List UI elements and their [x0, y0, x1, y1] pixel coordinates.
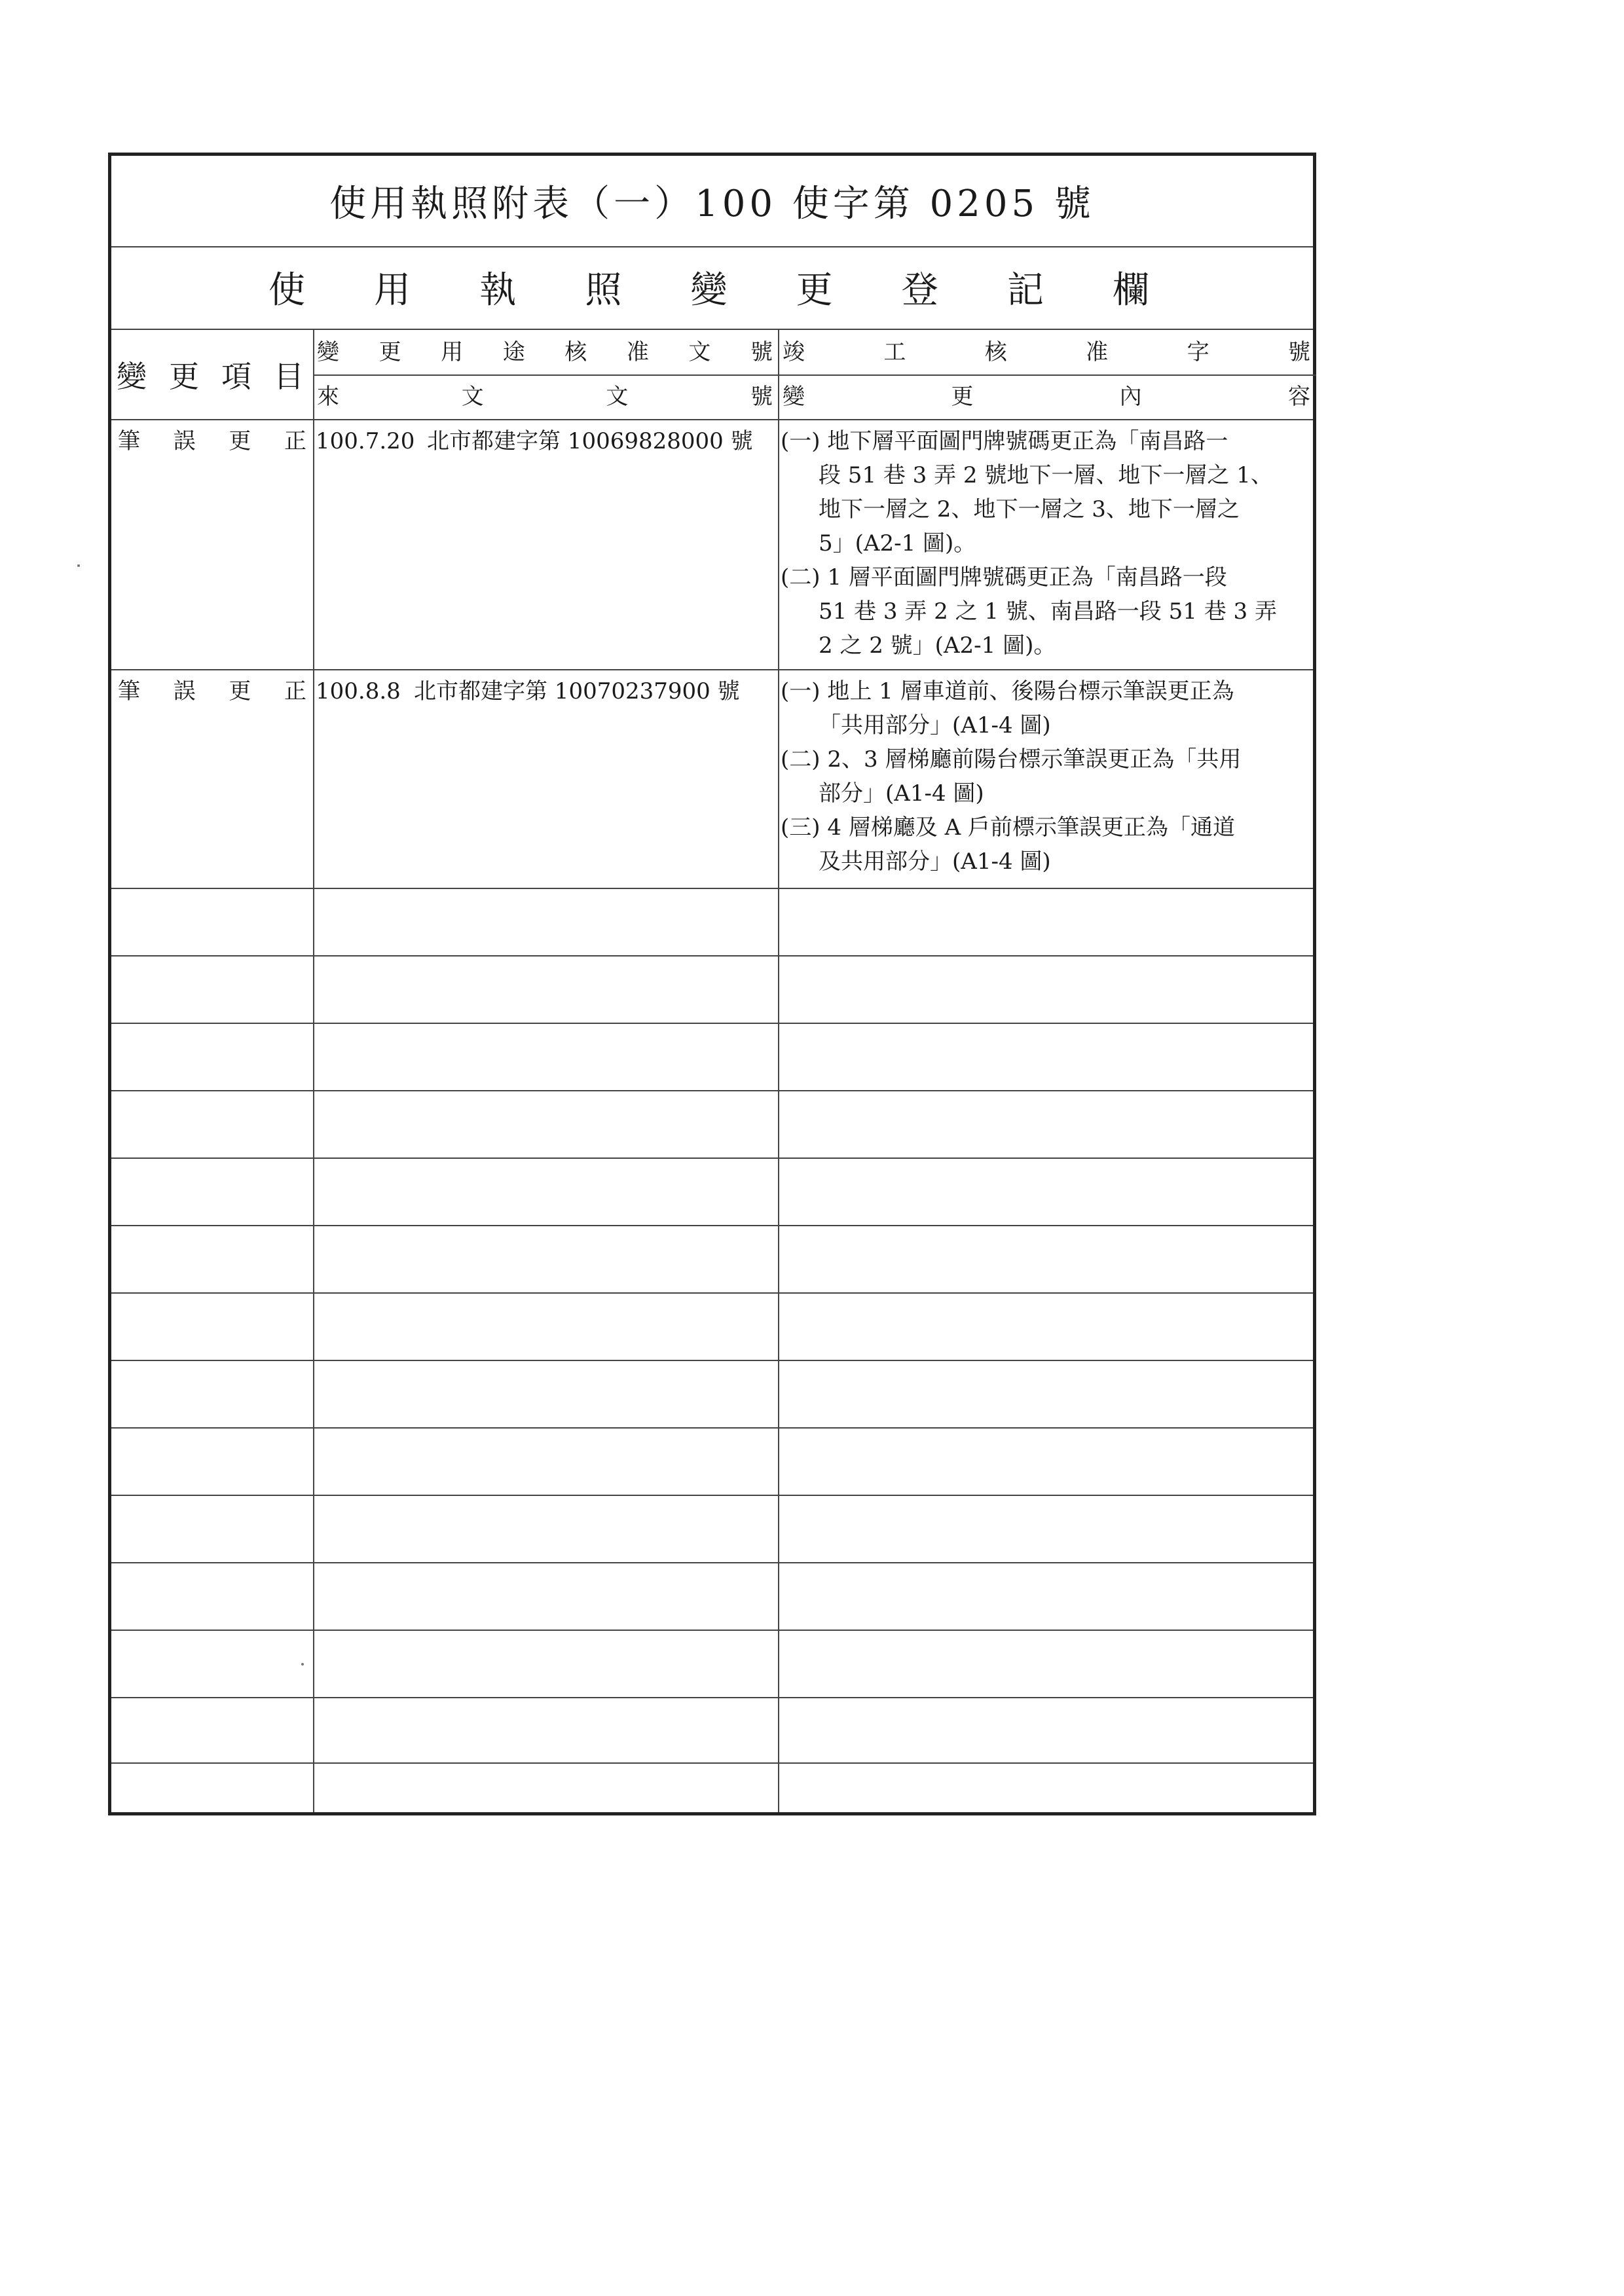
- row-line: [111, 1427, 1313, 1429]
- row-1-content-line: (一) 地下層平面圖門牌號碼更正為「南昌路一: [781, 428, 1228, 454]
- row-1-change-item: 筆 誤 更 正: [118, 428, 306, 454]
- row-line: [111, 1225, 1313, 1226]
- subtitle-char: 用: [374, 269, 411, 312]
- row-2-date: 100.8.8: [316, 678, 401, 704]
- row-2-content-line: (二) 2、3 層梯廳前陽台標示筆誤更正為「共用: [781, 746, 1242, 773]
- row-2-content-line: 及共用部分」(A1-4 圖): [819, 848, 1051, 875]
- column-divider: [313, 330, 314, 1812]
- scan-speck: [77, 564, 80, 567]
- header-approval-doc-no: 變 更 用 途 核 准 文 號: [317, 339, 773, 365]
- row-line: [111, 1630, 1313, 1631]
- row-2-content-line: 「共用部分」(A1-4 圖): [819, 712, 1051, 738]
- row-1-content-line: (二) 1 層平面圖門牌號碼更正為「南昌路一段: [781, 564, 1227, 591]
- row-line: [111, 1292, 1313, 1294]
- subtitle-char: 欄: [1113, 269, 1149, 312]
- row-2-content-line: (三) 4 層梯廳及 A 戶前標示筆誤更正為「通道: [781, 814, 1235, 841]
- row-line: [111, 888, 1313, 889]
- row-1-content-line: 段 51 巷 3 弄 2 號地下一層、地下一層之 1、: [819, 462, 1273, 488]
- subtitle-char: 記: [1006, 269, 1044, 312]
- row-line: [111, 1090, 1313, 1091]
- row-1-content-line: 2 之 2 號」(A2-1 圖)。: [819, 632, 1056, 659]
- row-line: [111, 1495, 1313, 1496]
- row-1-date: 100.7.20: [316, 428, 415, 454]
- row-2-content-line: (一) 地上 1 層車道前、後陽台標示筆誤更正為: [781, 678, 1234, 704]
- scan-speck: [301, 1663, 304, 1666]
- subtitle-char: 照: [585, 269, 622, 312]
- document-title: 使用執照附表（一）100 使字第 0205 號: [111, 156, 1313, 247]
- header-mid-line: [313, 374, 1316, 376]
- header-change-content: 變 更 內 容: [783, 384, 1310, 410]
- row-line: [111, 1360, 1313, 1361]
- subtitle-char: 變: [690, 269, 728, 312]
- row-1-content-line: 地下一層之 2、地下一層之 3、地下一層之: [819, 496, 1240, 522]
- header-completion-approval-no: 竣 工 核 准 字 號: [783, 339, 1310, 365]
- row-line: [111, 955, 1313, 957]
- row-2-content-line: 部分」(A1-4 圖): [819, 780, 984, 807]
- subtitle-char: 使: [268, 269, 305, 312]
- row-line: [111, 669, 1313, 670]
- document-subtitle: [111, 246, 1313, 330]
- header-incoming-doc-no: 來 文 文 號: [317, 384, 773, 410]
- row-line: [111, 1023, 1313, 1024]
- row-2-change-item: 筆 誤 更 正: [118, 678, 306, 704]
- row-1-content-line: 5」(A2-1 圖)。: [819, 530, 976, 556]
- header-bottom-line: [111, 419, 1313, 420]
- header-change-item: 變 更 項 目: [117, 359, 304, 394]
- row-line: [111, 1157, 1313, 1159]
- row-1-content-line: 51 巷 3 弄 2 之 1 號、南昌路一段 51 巷 3 弄: [819, 598, 1277, 625]
- subtitle-char: 更: [796, 269, 833, 312]
- license-attachment-sheet: [108, 153, 1316, 1815]
- column-divider: [778, 330, 779, 1812]
- row-2-doc-no: 北市都建字第 10070237900 號: [414, 678, 740, 704]
- row-1-doc-no: 北市都建字第 10069828000 號: [427, 428, 753, 454]
- row-line: [111, 1762, 1313, 1764]
- subtitle-char: 執: [479, 269, 517, 312]
- subtitle-char: 登: [901, 269, 938, 312]
- row-line: [111, 1562, 1313, 1563]
- row-line: [111, 1697, 1313, 1698]
